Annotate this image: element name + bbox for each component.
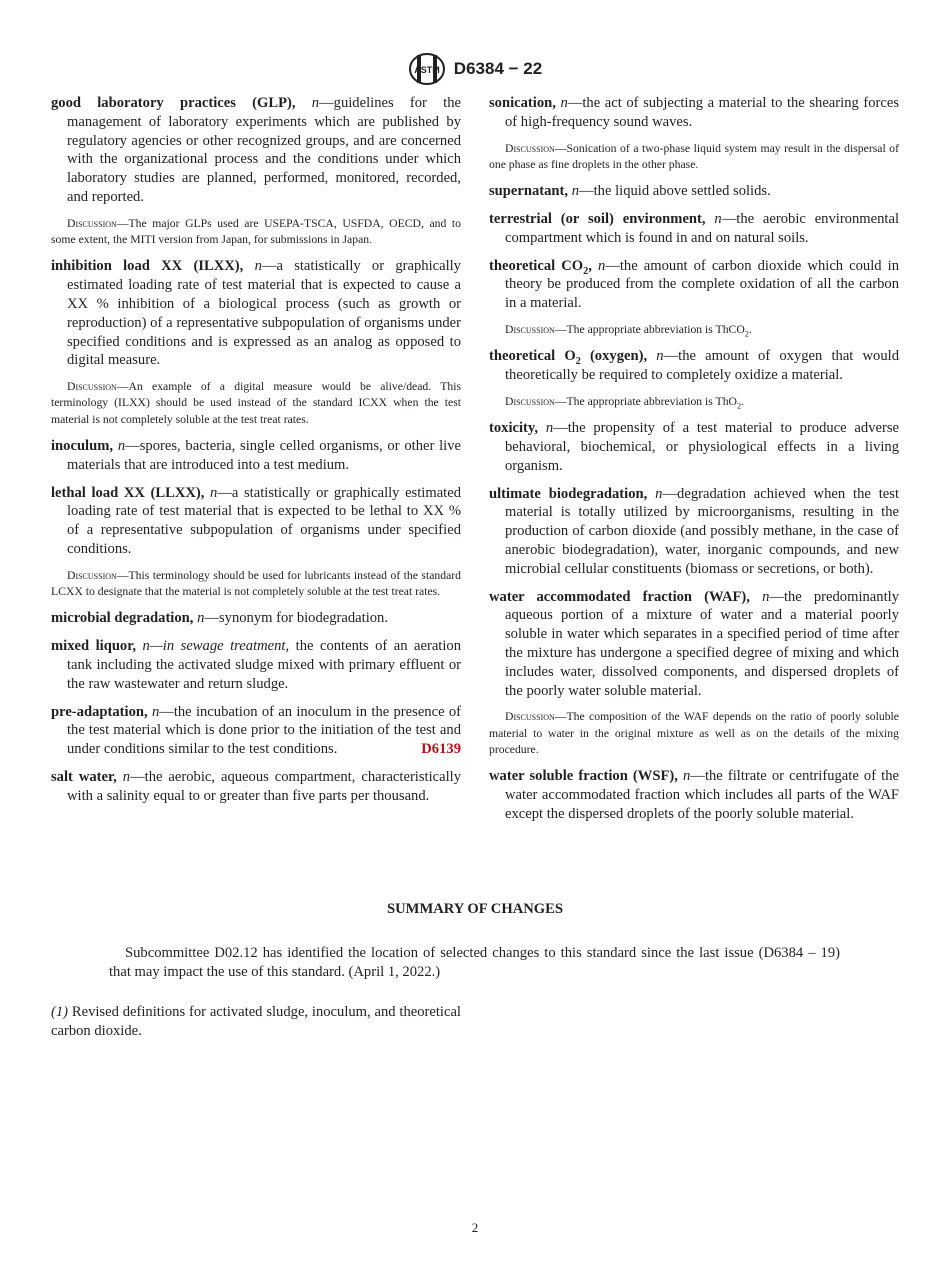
left-column (51, 94, 461, 815)
definition-microbial-degradation: microbial degradation, n—synonym for biodegradation. (51, 610, 388, 627)
definition-theoretical-co2: theoretical $CO_2$, n—the amount of carbon dioxide which could in theory be produced from the complete oxidation of all the carbon in a material. (489, 257, 899, 312)
definition-terrestrial-environment: terrestrial (or soil) environment, n—the aerobic environmental compartment which is found in and on natural soils. (489, 210, 899, 246)
reference-link-d6139[interactable]: D6139 (421, 741, 461, 758)
definition-supernatant: supernatant, n—the liquid above settled solids. (489, 183, 771, 200)
definition-mixed-liquor: mixed liquor, n—in sewage treatment, the contents of an aeration tank including the activated sludge mixed with primary effluent or the raw wastewater and return sludge. (51, 638, 461, 692)
definition-glp: good laboratory practices (GLP), n—guidelines for the management of laboratory experiments which are published by regulatory agencies or other recognized groups, and are concerned with the organizational process and the conditions under which laboratory studies are planned, performed, monitored, recorded, and reported. (51, 95, 461, 205)
definition-ultimate-biodegradation: ultimate biodegradation, n—degradation achieved when the test material is totally utilized by microorganisms, resulting in the production of carbon dioxide (and possibly methane, in the case of anerobic biodegradation), water, inorganic compounds, and new microbial cellular constituents (biomass or secretions, or both). (489, 485, 899, 577)
definition-toxicity: toxicity, n—the propensity of a test material to produce adverse behavioral, biochemical, or physiological effects in a living organism. (489, 420, 899, 474)
discussion-theoretical-o2: Discussion—The appropriate abbreviation is ThO$_2$. (505, 394, 744, 411)
discussion-llxx: Discussion—This terminology should be used for lubricants instead of the standard LCXX to designate that the material is not completely soluble at the test treat rates. (51, 568, 461, 599)
discussion-ilxx: Discussion—An example of a digital measure would be alive/dead. This terminology (ILXX) should be used instead of the standard ICXX when the test material is not completely soluble at the test treat rates. (51, 380, 461, 426)
discussion-theoretical-co2: Discussion—The appropriate abbreviation is ThCO$_2$. (505, 322, 752, 339)
discussion-waf: Discussion—The composition of the WAF depends on the ratio of poorly soluble material to water in the original mixture as well as on the details of the mixing procedure. (489, 710, 899, 756)
definition-sonication: sonication, n—the act of subjecting a material to the shearing forces of high-frequency sound waves. (489, 95, 900, 130)
astm-logo-icon (408, 52, 446, 86)
right-column (489, 94, 899, 833)
definition-salt-water: salt water, n—the aerobic, aqueous compartment, characteristically with a salinity equal to or greater than five parts per thousand. (51, 769, 462, 804)
definition-pre-adaptation: pre-adaptation, n—the incubation of an inoculum in the presence of the test material which is done prior to the initiation of the test and under conditions similar to the test conditions. D6139 (51, 703, 461, 758)
page-header (0, 52, 950, 86)
document-code: D6384 − 22 (453, 59, 543, 78)
svg-text:ASTM: ASTM (414, 65, 440, 75)
definition-theoretical-o2: theoretical $O_2$ (oxygen), n—the amount of oxygen that would theoretically be required to completely oxidize a material. (489, 348, 899, 384)
page-number: 2 (471, 1220, 479, 1235)
definition-wsf: water soluble fraction (WSF), n—the filtrate or centrifugate of the water accommodated fraction which includes all parts of the WAF except the dispersed droplets of the poorly soluble material. (489, 768, 900, 822)
definition-ilxx: inhibition load XX (ILXX), n—a statistically or graphically estimated loading rate of test material that is expected to cause a XX % inhibition of a biological process (such as growth or reproduction) of a representative subpopulation of organisms under specified conditions and is expressed as an analog as opposed to digital measure. (51, 258, 461, 369)
discussion-sonication: Discussion—Sonication of a two-phase liquid system may result in the dispersal of one phase as fine droplets in the other phase. (489, 141, 899, 171)
definition-waf: water accommodated fraction (WAF), n—the predominantly aqueous portion of a mixture of water and a material poorly soluble in water which separates in a specified period of time after the mixture has undergone a specified degree of mixing and which includes water, dissolved components, and dispersed droplets of the poorly water soluble material. (489, 588, 899, 699)
change-item: (1) Revised definitions for activated sludge, inoculum, and theoretical carbon dioxide. (51, 1004, 461, 1039)
definition-inoculum: inoculum, n—spores, bacteria, single celled organisms, or other live materials that are introduced into a test medium. (51, 438, 461, 473)
summary-title: SUMMARY OF CHANGES (387, 901, 563, 917)
summary-text: Subcommittee D02.12 has identified the location of selected changes to this standard since the last issue (D6384 – 19) that may impact the use of this standard. (April 1, 2022.) (109, 945, 840, 980)
discussion-glp: Discussion—The major GLPs used are USEPA-TSCA, USFDA, OECD, and to some extent, the MITI version from Japan, for submissions in Japan. (51, 216, 461, 247)
definition-llxx: lethal load XX (LLXX), n—a statistically or graphically estimated loading rate of test material that is expected to be lethal to XX % of a representative subpopulation of organisms under specified conditions. (51, 484, 461, 558)
